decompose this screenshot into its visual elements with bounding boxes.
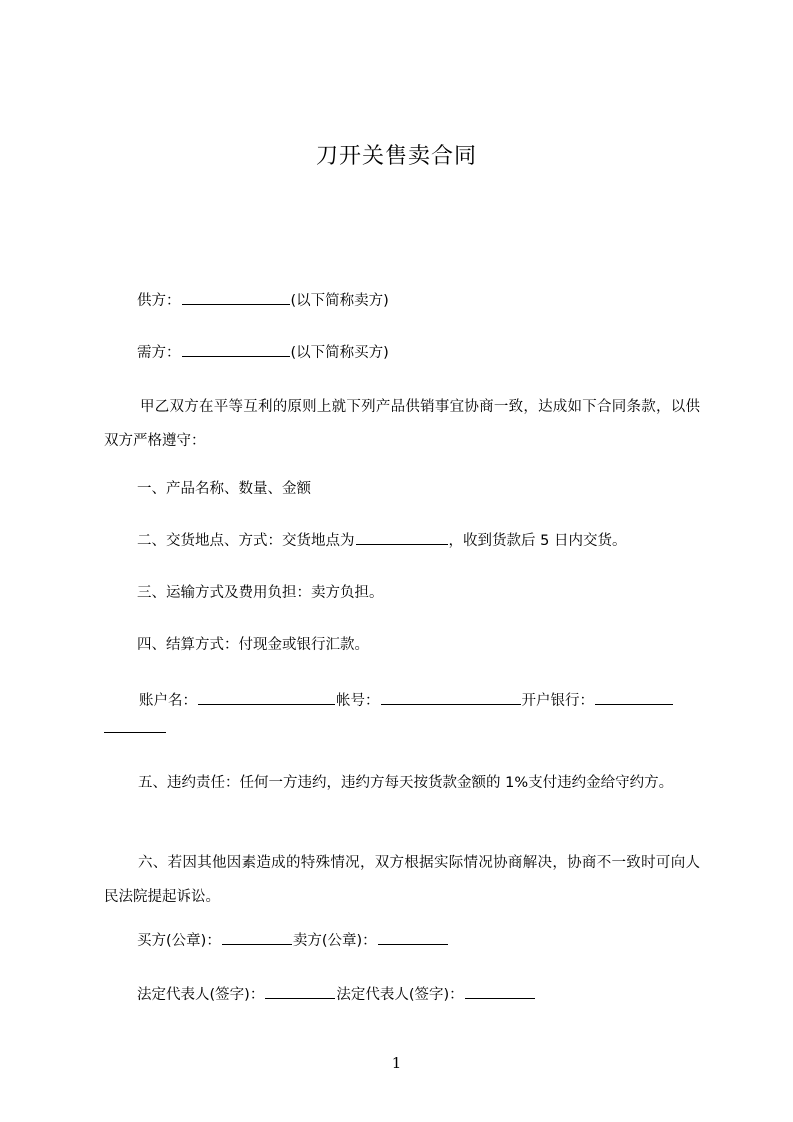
intro-paragraph: 甲乙双方在平等互利的原则上就下列产品供销事宜协商一致，达成如下合同条款，以供双方严格遵守： bbox=[104, 399, 700, 449]
document-title: 刀开关售卖合同 bbox=[315, 144, 477, 169]
seller-seal-blank bbox=[378, 930, 448, 945]
supplier-line bbox=[137, 290, 389, 312]
buyer-line bbox=[137, 342, 389, 364]
delivery-place-blank bbox=[356, 530, 448, 545]
bank-label: 开户银行： bbox=[521, 693, 594, 709]
bank-blank-continued-line bbox=[104, 718, 166, 740]
buyer-seal-blank bbox=[222, 930, 292, 945]
clause-4: 四、结算方式：付现金或银行汇款。 bbox=[137, 637, 369, 653]
clause-6: 六、若因其他因素造成的特殊情况，双方根据实际情况协商解决，协商不一致时可向人民法院提起诉讼。 bbox=[104, 855, 700, 905]
page-number: 1 bbox=[391, 1054, 402, 1072]
clause-2-prefix: 二、交货地点、方式：交货地点为 bbox=[137, 533, 355, 549]
account-number-blank bbox=[381, 690, 521, 705]
bank-blank-continued bbox=[104, 718, 166, 733]
buyer-signature-label: 法定代表人(签字)： bbox=[137, 987, 265, 1003]
buyer-suffix: (以下简称买方) bbox=[290, 345, 389, 361]
buyer-signature-blank bbox=[265, 984, 335, 999]
supplier-label: 供方： bbox=[137, 293, 181, 309]
seller-seal-label: 卖方(公章)： bbox=[292, 933, 377, 949]
account-name-label: 账户名： bbox=[139, 693, 197, 709]
supplier-blank bbox=[182, 290, 290, 305]
clause-5: 五、违约责任：任何一方违约，违约方每天按货款金额的 1%支付违约金给守约方。 bbox=[138, 775, 674, 791]
account-number-label: 帐号： bbox=[336, 693, 380, 709]
buyer-blank bbox=[182, 342, 290, 357]
clause-3: 三、运输方式及费用负担：卖方负担。 bbox=[137, 585, 384, 601]
seal-line bbox=[137, 930, 449, 952]
seller-signature-blank bbox=[465, 984, 535, 999]
account-name-blank bbox=[198, 690, 335, 705]
signature-line bbox=[137, 984, 536, 1006]
buyer-seal-label: 买方(公章)： bbox=[137, 933, 221, 949]
account-line bbox=[139, 690, 674, 712]
seller-signature-label: 法定代表人(签字)： bbox=[336, 987, 464, 1003]
clause-2 bbox=[137, 530, 626, 552]
bank-blank bbox=[595, 690, 673, 705]
buyer-label: 需方： bbox=[137, 345, 181, 361]
clause-2-suffix: ，收到货款后 5 日内交货。 bbox=[448, 533, 627, 549]
supplier-suffix: (以下简称卖方) bbox=[290, 293, 389, 309]
clause-1: 一、产品名称、数量、金额 bbox=[137, 481, 311, 497]
